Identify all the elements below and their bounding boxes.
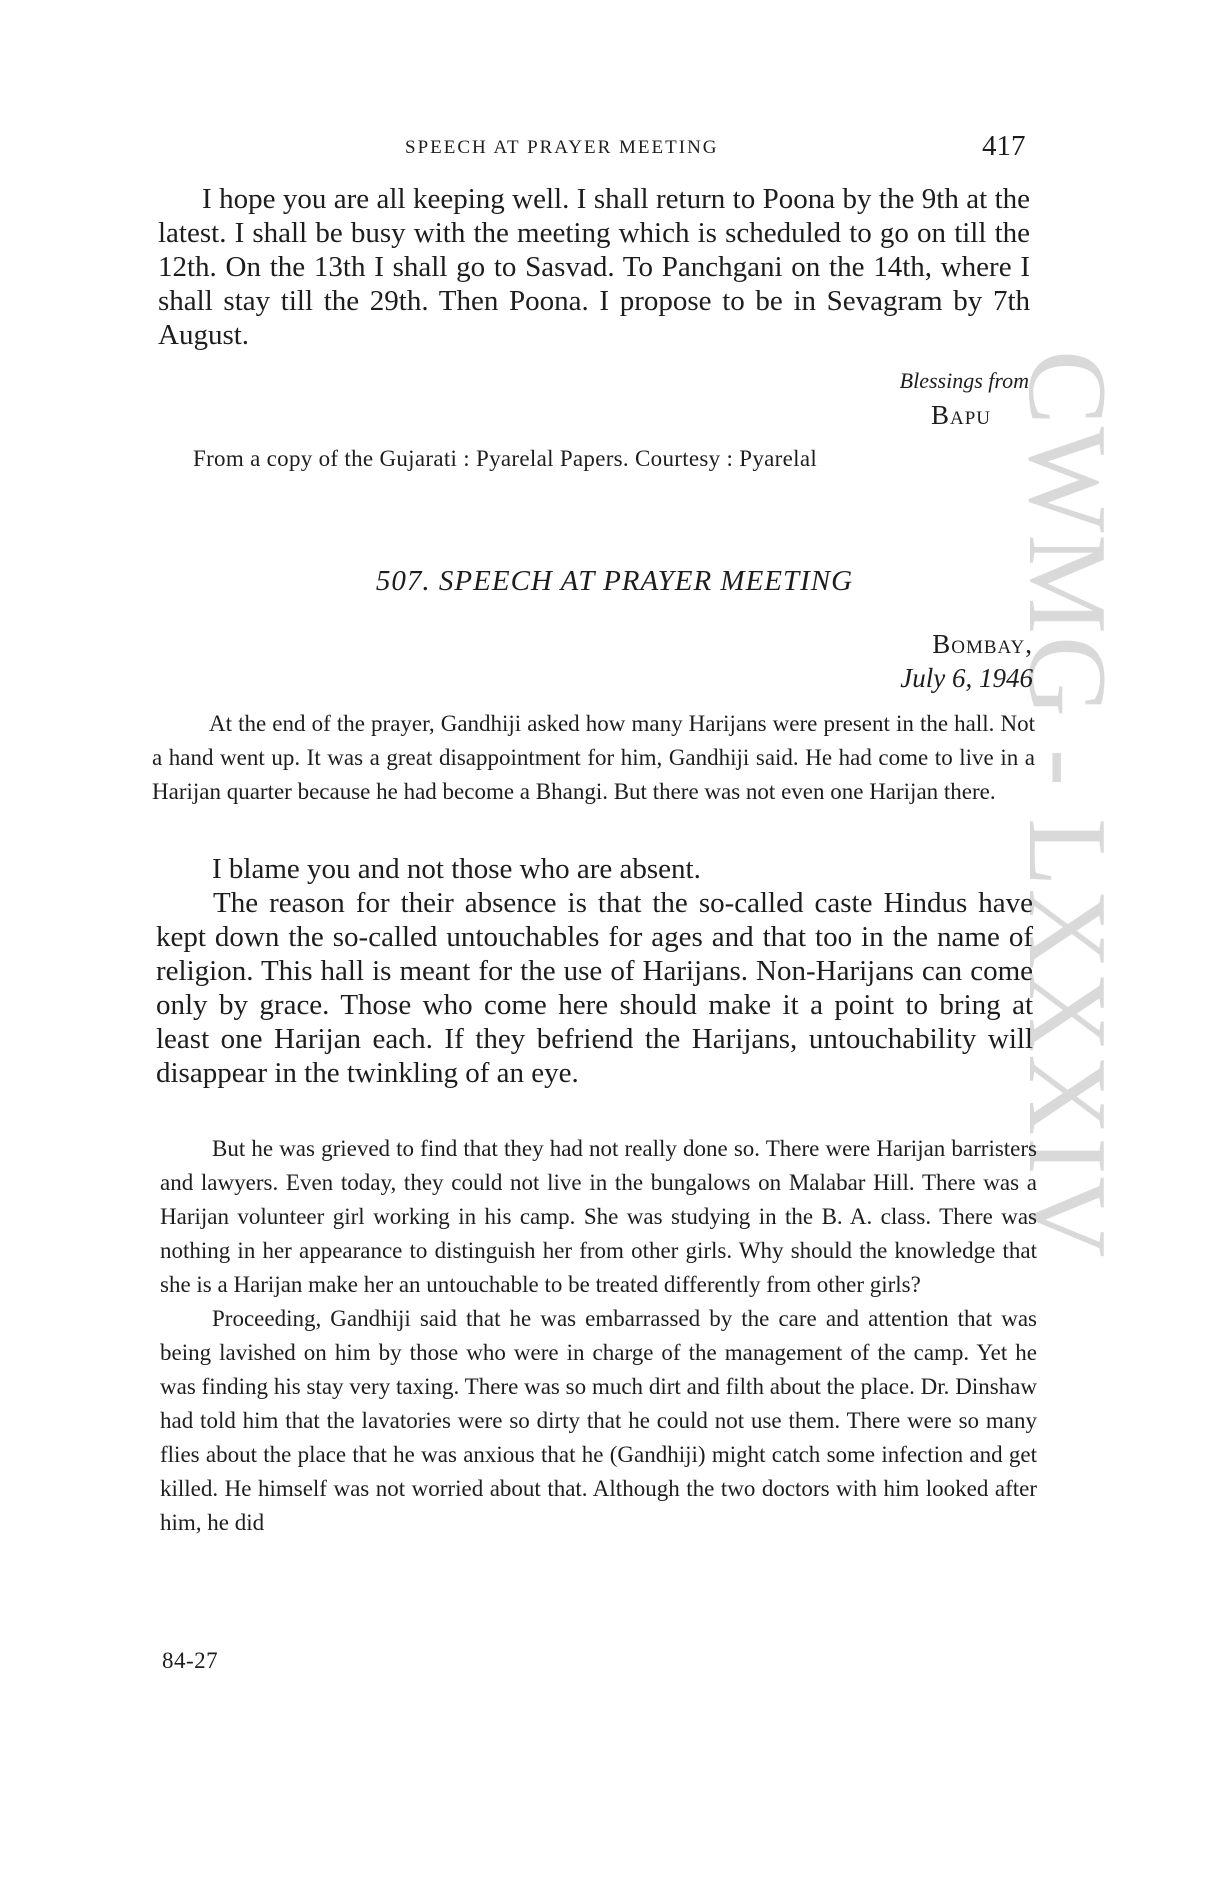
- report-paragraph: Proceeding, Gandhiji said that he was embarrassed by the care and attention that was being lavished on him by those who were in charge of the management of the camp. Yet he was finding his stay very taxing. There was so much dirt and filth about the place. Dr. Dinshaw had told him that the lavatories were so dirty that he could not use them. There were so many flies about the place that he was anxious that he (Gandhiji) might catch some infection and get killed. He himself was not worried about that. Although the two doctors with him looked after him, he did: [160, 1306, 1037, 1535]
- report-intro: [152, 707, 1035, 809]
- speech-paragraph: The reason for their absence is that the so-called caste Hindus have kept down the so-called untouchables for ages and that too in the name of religion. This hall is meant for the use of Harijans. Non-Harijans can come only by grace. Those who come here should make it a point to bring at least one Harijan each. If they befriend the Harijans, untouchability will disappear in the twinkling of an eye.: [156, 887, 1033, 1089]
- report-paragraph: But he was grieved to find that they had not really done so. There were Harijan barristers and lawyers. Even today, they could not live in the bungalows on Malabar Hill. There was a Harijan volunteer girl working in his camp. She was studying in the B. A. class. There was nothing in her appearance to distinguish her from other girls. Why should the knowledge that she is a Harijan make her an untouchable to be treated differently from other girls?: [160, 1136, 1037, 1297]
- watermark: CWMG - LXXXIV: [1005, 350, 1129, 1260]
- printer-signature-mark: 84-27: [162, 1648, 219, 1673]
- letter-paragraph: I hope you are all keeping well. I shall return to Poona by the 9th at the latest. I shall be busy with the meeting which is scheduled to go on till the 12th. On the 13th I shall go to Sasvad. To Panchgani on the 14th, where I shall stay till the 29th. Then Poona. I propose to be in Sevagram by 7th August.: [158, 183, 1030, 351]
- intro-paragraph: At the end of the prayer, Gandhiji asked how many Harijans were present in the hall. Not a hand went up. It was a great disappointment for him, Gandhiji said. He had come to live in a Harijan quarter because he had become a Bhangi. But there was not even one Harijan there.: [152, 711, 1035, 804]
- letter-closing: Blessings from: [899, 368, 1029, 393]
- report-text: [160, 1132, 1037, 1540]
- page-number: 417: [982, 130, 1026, 162]
- speech-text: [156, 852, 1033, 1090]
- dateline-date: July 6, 1946: [900, 663, 1033, 693]
- letter-body: [158, 182, 1030, 352]
- letter-signature: Bapu: [930, 400, 991, 430]
- source-note: From a copy of the Gujarati : Pyarelal Papers. Courtesy : Pyarelal: [193, 446, 818, 471]
- dateline-place: Bombay,: [932, 629, 1033, 659]
- running-head: SPEECH AT PRAYER MEETING: [405, 137, 719, 158]
- item-heading: 507. SPEECH AT PRAYER MEETING: [375, 565, 854, 597]
- speech-paragraph: I blame you and not those who are absent.: [212, 853, 701, 885]
